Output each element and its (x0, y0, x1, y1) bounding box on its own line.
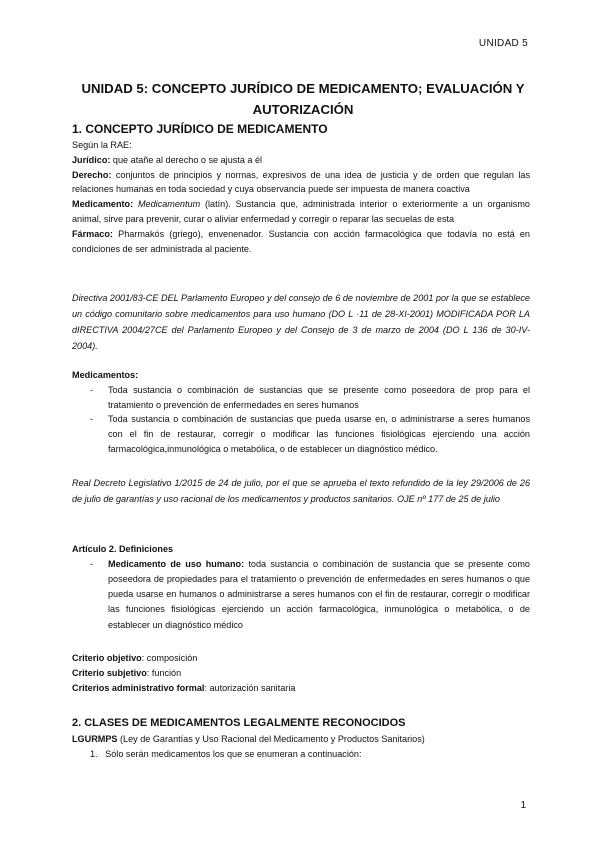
definition-text: conjuntos de principios y normas, expresivos de una idea de justicia y de orden que regulan las relaciones humanas en toda sociedad y cuya observancia puede ser impuesta de manera coactiva (72, 169, 530, 195)
list-item: - Medicamento de uso humano: toda sustancia o combinación de sustancia que se presente como poseedora de propiedades para el tratamiento o prevención de enfermedades en seres humanos o que pueda usarse en humanos o administrarse a seres humanos con el fin de restaurar, corregir o modificar las funciones fisiológicas ejerciendo un acción farmacológica, inmunológica o metabólica, o de establecer un diagnóstico médico (90, 558, 530, 630)
article-definition-term: Medicamento de uso humano: (108, 558, 245, 569)
article-2-block (72, 542, 530, 633)
section-2-heading: 2. CLASES DE MEDICAMENTOS LEGALMENTE RECONOCIDOS (72, 717, 406, 729)
article-heading: Artículo 2. Definiciones (72, 544, 174, 554)
list-item: - Toda sustancia o combinación de sustancias que se presente como poseedora de prop para el tratamiento o prevención de enfermedades en seres humanos (90, 384, 530, 410)
rae-definitions (72, 138, 530, 256)
page-title (72, 78, 534, 120)
page-title-line-2: AUTORIZACIÓN (252, 102, 354, 117)
criteria-block (72, 651, 530, 695)
page-number: 1 (520, 800, 526, 811)
medicamentos-label: Medicamentos: (72, 370, 139, 380)
definition-juridico: Jurídico: que atañe al derecho o se ajusta a él (72, 154, 263, 165)
article-definitions-list (88, 557, 530, 633)
definition-term: Fármaco (72, 228, 110, 239)
definition-farmaco: Fármaco: Pharmakós (griego), envenenador. Sustancia con acción farmacológica que todavía no está en condiciones de ser administrada al paciente. (72, 228, 530, 254)
numbered-item-number: 1. (90, 748, 98, 759)
medicamentos-list (88, 383, 530, 457)
criterion-administrativo: Criterios administrativo formal: autorización sanitaria (72, 682, 296, 693)
definition-text: (latín). Sustancia que, administrada interior o exteriormente a un organismo animal, sirve para prevenir, curar o aliviar enfermedad y corregir o reparar las secuelas de esta (72, 199, 530, 224)
definition-derecho: Derecho: conjuntos de principios y normas, expresivos de una idea de justicia y de orden que regulan las relaciones humanas en toda sociedad y cuya observancia puede ser impuesta de manera coactiva (72, 169, 530, 195)
running-header: UNIDAD 5 (478, 38, 528, 49)
criterion-subjetivo: Criterio subjetivo: función (72, 667, 182, 678)
definition-text: que atañe al derecho o se ajusta a él (110, 154, 263, 165)
rae-intro: Según la RAE: (72, 140, 132, 150)
section-2-body (72, 732, 530, 762)
definition-term: Medicamento (72, 199, 131, 210)
list-item: - Toda sustancia o combinación de sustancias que pueda usarse en, o administrarse a seres humanos con el fin de restaurar, corregir o modificar las funciones fisiológicas ejerciendo una acción farmacológica,inmunológica o metabólica, o de establecer un diagnóstico médico. (90, 414, 530, 454)
directive-reference: Directiva 2001/83-CE DEL Parlamento Europeo y del consejo de 6 de noviembre de 2001 por la que se establece un código comunitario sobre medicamentos para uso humano (DO L ·11 de 28-XI-2001) MODIFICADA POR LA dIRECTIVA 2004/27CE del Parlamento Europeo y del Consejo de 3 de marzo de 2004 (DO L 136 de 30-IV-2004). (72, 293, 530, 351)
article-definition-text: toda sustancia o combinación de sustancia que se presente como poseedora de propiedades para el tratamiento o prevención de enfermedades en seres humanos o que pueda usarse en humanos o administrarse a seres humanos con el fin de restaurar, corregir o modificar las funciones fisiológicas ejerciendo un acción farmacológica, inmunológica o metabólica, o de establecer un diagnóstico médico (108, 558, 530, 630)
law-full-name: (Ley de Garantías y Uso Racional del Medicamento y Productos Sanitarios) (117, 734, 425, 744)
page-title-line-1: UNIDAD 5: CONCEPTO JURÍDICO DE MEDICAMENTO; EVALUACIÓN Y (81, 81, 525, 96)
definition-term: Jurídico (72, 154, 108, 165)
numbered-item-text: Sólo serán medicamentos los que se enumeran a continuación: (105, 748, 362, 759)
definition-text: Pharmakós (griego), envenenador. Sustancia con acción farmacológica que todavía no está en condiciones de ser administrada al paciente. (72, 228, 530, 254)
definition-latin-term: Medicamentum (137, 199, 201, 210)
definition-medicamento: Medicamento: Medicamentum (latín). Sustancia que, administrada interior o exteriormente a un organismo animal, sirve para prevenir, curar o aliviar enfermedad y corregir o reparar las secuelas de esta (72, 199, 530, 224)
section-1-heading: 1. CONCEPTO JURÍDICO DE MEDICAMENTO (72, 122, 328, 136)
law-line (72, 732, 530, 747)
medicamentos-block (72, 368, 530, 457)
criterion-objetivo: Criterio objetivo: composición (72, 653, 198, 663)
law-acronym: LGURMPS (72, 734, 118, 744)
decree-reference: Real Decreto Legislativo 1/2015 de 24 de julio, por el que se aprueba el texto refundido de la ley 29/2006 de 26 de julio de garantías y uso racional de los medicamentos y productos sanitarios. OJE nº 177 de 25 de julio (72, 478, 530, 504)
numbered-item (72, 747, 530, 762)
definition-term: Derecho (72, 169, 109, 180)
